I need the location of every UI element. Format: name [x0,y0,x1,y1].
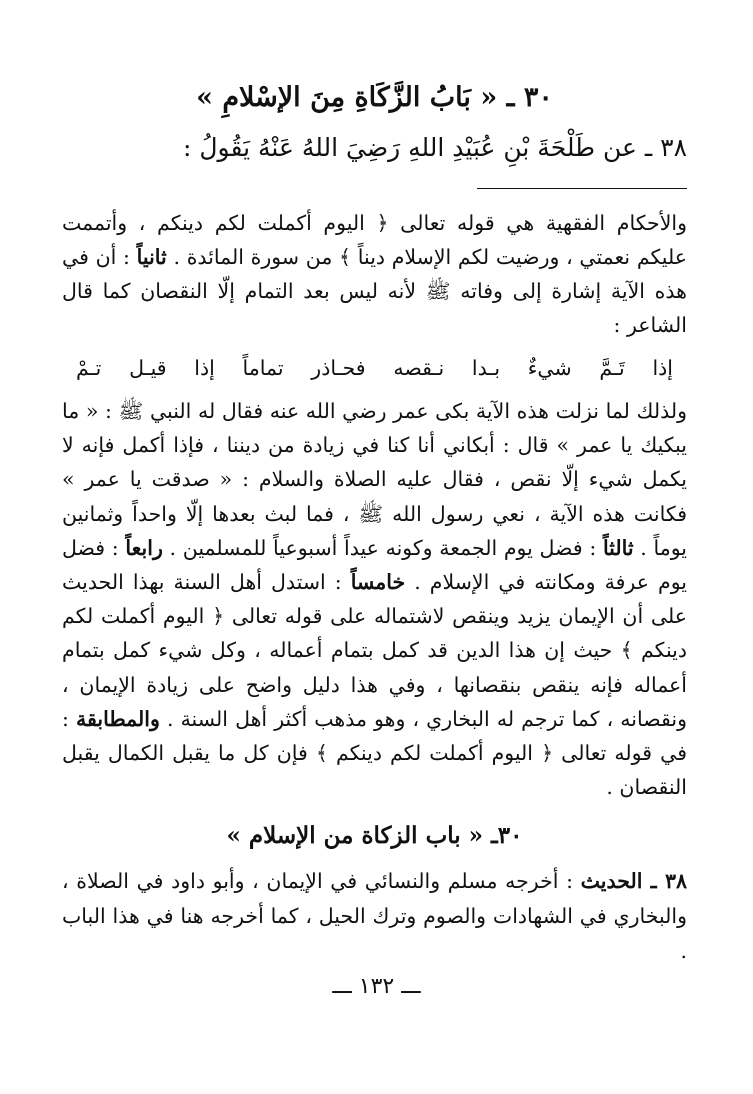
page-body [62,78,687,969]
keyword-thaniyan: ثانياً [136,245,167,269]
commentary-text: : أن في هذه الآية إشارة إلى وفاته ﷺ لأنه ليس بعد التمام إلّا النقصان كما قال الشاعر : [62,245,687,337]
takhrij-text: : أخرجه مسلم والنسائي في الإيمان ، وأبو داود في الصلاة ، والبخاري في الشهادات والصوم وترك الحيل ، كما أخرجه هنا في هذا الباب . [62,869,687,964]
keyword-mutabaqa: والمطابقة [76,706,160,731]
divider-line [477,188,687,190]
keyword-rabian: رابعاً [125,535,163,560]
page-number: ـــ ١٣٢ ـــ [332,974,421,999]
section-title-2: ٣٠ـ « باب الزكاة من الإسلام » [226,822,523,850]
takhrij-paragraph [62,864,687,969]
chapter-title: ٣٠ ـ « بَابُ الزَّكَاةِ مِنَ الإسْلامِ » [196,82,553,113]
commentary-paragraph-1 [62,206,687,342]
keyword-thalithan: ثالثاً [602,535,634,560]
commentary-text: والأحكام الفقهية هي قوله تعالى ﴿ اليوم أكملت لكم دينكم ، وأتممت عليكم نعمتي ، ورضيت لكم الإسلام ديناً ﴾ من سورة المائدة . [62,211,687,269]
commentary-text: : فضل يوم عرفة ومكانته في الإسلام . [62,535,687,595]
commentary-block [62,206,687,804]
commentary-paragraph-2 [62,394,687,804]
commentary-text: : في قوله تعالى ﴿ اليوم أكملت لكم دينكم ﴾ فإن كل ما يقبل الكمال يقبل النقصان . [62,706,687,800]
commentary-text: : فضل يوم الجمعة وكونه عيداً أسبوعياً للمسلمين . [162,535,603,560]
footnote-rule [62,188,687,190]
keyword-khamisan: خامساً [350,570,406,595]
commentary-text: : استدل أهل السنة بهذا الحديث على أن الإيمان يزيد وينقص لاشتماله على قوله تعالى ﴿ اليوم أكملت لكم دينكم ﴾ حيث إن هذا الدين قد كمل بتمام أعماله ، وكل شيء كمل بتمام أعماله فإنه ينقص بنقصانها ، وفي هذا دليل واضح على زيادة الإيمان ، ونقصانه ، كما ترجم له البخاري ، وهو مذهب أكثر أهل السنة . [62,570,687,731]
hadith-intro: ٣٨ ـ عن طَلْحَةَ بْنِ عُبَيْدِ اللهِ رَضِيَ اللهُ عَنْهُ يَقُولُ : [183,133,687,162]
takhrij-lead: ٣٨ ـ الحديث [580,869,687,894]
poetry-verse: إذا تَـمَّ شيءٌ بـدا نـقصه فحـاذر تماماً إذا قيـل تـمْ [76,356,673,380]
commentary-text: ولذلك لما نزلت هذه الآية بكى عمر رضي الله عنه فقال له النبي ﷺ : « ما يبكيك يا عمر » قال : أبكاني أنا كنا في زيادة من ديننا ، فإذا أكمل فإنه لا يكمل شيء إلّا نقص ، فقال عليه الصلاة والسلام : « صدقت يا عمر » فكانت هذه الآية ، نعي رسول الله ﷺ ، فما لبث بعدها إلّا واحداً وثمانين يوماً . [62,399,688,560]
